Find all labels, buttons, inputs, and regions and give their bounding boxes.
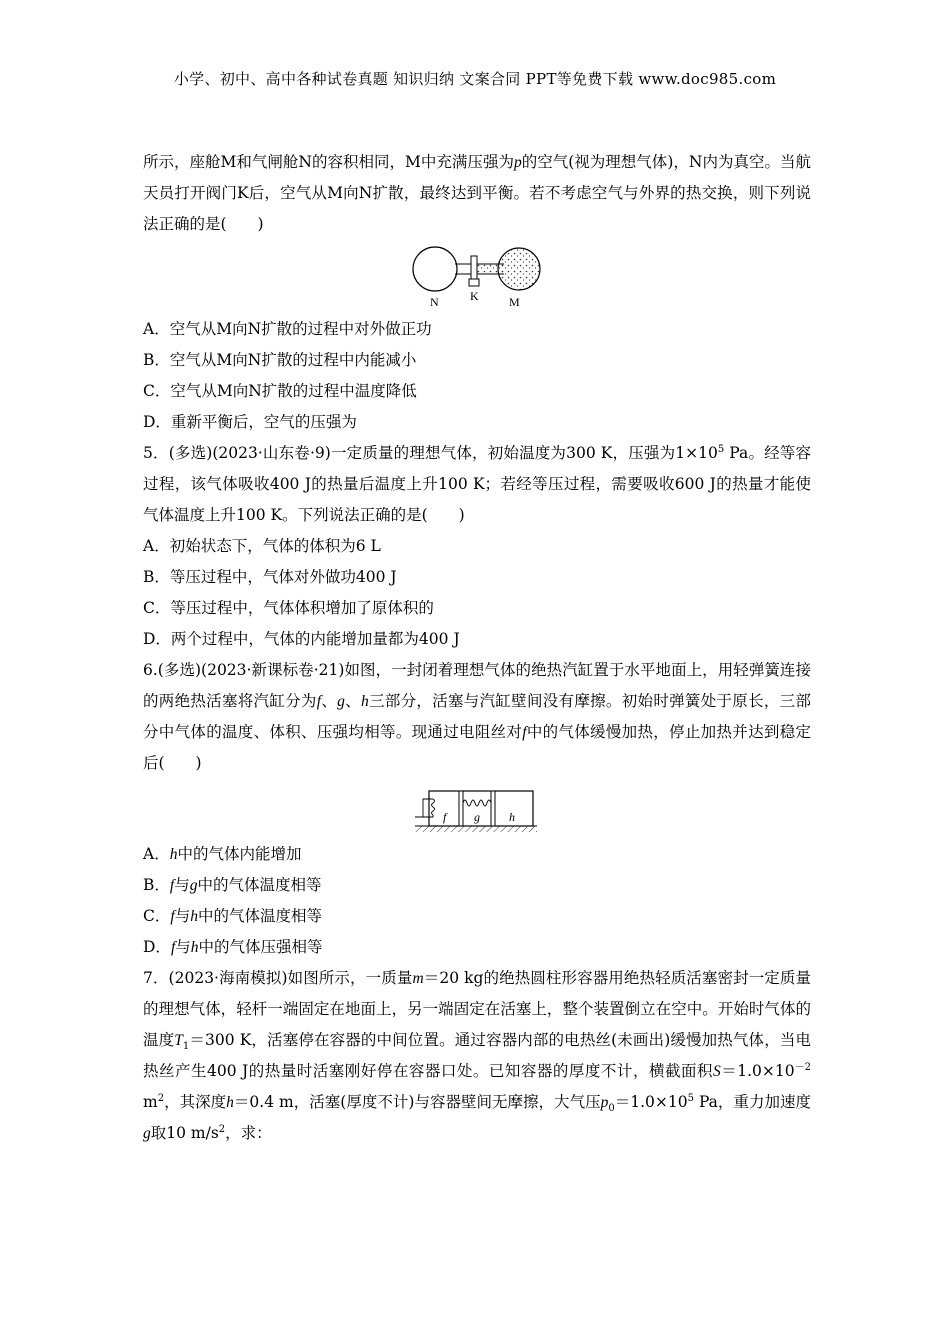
q4-option-a: A．空气从M向N扩散的过程中对外做正功 xyxy=(143,320,432,338)
piston-left xyxy=(459,791,463,826)
label-m: M xyxy=(509,295,520,309)
chamber-n-circle xyxy=(413,247,457,291)
q6-option-c: C．f与h中的气体温度相等 xyxy=(143,907,322,925)
cylinder-figure xyxy=(413,785,541,837)
cabin-figure xyxy=(411,246,543,310)
label-f: f xyxy=(443,810,447,824)
label-g: g xyxy=(474,810,480,824)
q6-stem: 6.(多选)(2023·新课标卷·21)如图，一封闭着理想气体的绝热汽缸置于水平地面上，用轻弹簧连接的两绝热活塞将汽缸分为f、g、h三部分，活塞与汽缸壁间没有摩擦。初始时弹簧处于原长，三部分中气体的温度、体积、压强均相等。现通过电阻丝对f中的气体缓慢加热，停止加热并达到稳定后( ) xyxy=(143,661,811,772)
ground-hatch xyxy=(415,826,537,832)
q5-option-b: B．等压过程中，气体对外做功400 J xyxy=(143,568,397,586)
q5-stem: 5．(多选)(2023·山东卷·9)一定质量的理想气体，初始温度为300 K，压强为$1\times 10^5$ Pa。经等容过程，该气体吸收400 J的热量后温度上升100 K；若经等压过程，需要吸收600 J的热量才能使气体温度上升100 K。下列说法正确的是( ) xyxy=(143,443,811,524)
q5-option-c: C．等压过程中，气体体积增加了原体积的 xyxy=(143,599,434,617)
q4-option-b: B．空气从M向N扩散的过程中内能减小 xyxy=(143,351,417,369)
q6-option-d: D．f与h中的气体压强相等 xyxy=(143,938,323,956)
q6-option-b: B．f与g中的气体温度相等 xyxy=(143,876,322,894)
q4-option-c: C．空气从M向N扩散的过程中温度降低 xyxy=(143,382,417,400)
label-k: K xyxy=(470,289,479,303)
chamber-m-circle xyxy=(498,248,540,290)
q5-option-a: A．初始状态下，气体的体积为6 L xyxy=(143,537,381,555)
q6-option-a: A．h中的气体内能增加 xyxy=(143,845,302,863)
label-h: h xyxy=(509,810,515,824)
q4-option-d: D．重新平衡后，空气的压强为 xyxy=(143,413,357,431)
valve-k xyxy=(471,256,477,282)
label-n: N xyxy=(430,295,439,309)
document-body xyxy=(143,147,811,1149)
piston-right xyxy=(491,791,495,826)
page-header: 小学、初中、高中各种试卷真题 知识归纳 文案合同 PPT等免费下载 www.doc985.com xyxy=(173,70,777,88)
q4-stem: 所示，座舱M和气闸舱N的容积相同，M中充满压强为p的空气(视为理想气体)，N内为真空。当航天员打开阀门K后，空气从M向N扩散，最终达到平衡。若不考虑空气与外界的热交换，则下列说法正确的是( ) xyxy=(143,153,811,233)
q5-option-d: D．两个过程中，气体的内能增加量都为400 J xyxy=(143,630,460,648)
q7-stem: 7．(2023·海南模拟)如图所示，一质量m＝20 kg的绝热圆柱形容器用绝热轻质活塞密封一定质量的理想气体，轻杆一端固定在地面上，另一端固定在活塞上，整个装置倒立在空中。开始时气体的温度$T_1=300$ K，活塞停在容器的中间位置。通过容器内部的电热丝(未画出)缓慢加热气体，当电热丝产生400 J的热量时活塞刚好停在容器口处。已知容器的厚度不计，横截面积$S=1.0\times 10^{-2}$ $m^2$，其深度h＝0.4 m，活塞(厚度不计)与容器壁间无摩擦，大气压$p_0=1.0\times 10^5$ Pa，重力加速度g取10 $m/s^2$，求： xyxy=(143,969,811,1142)
valve-k-base xyxy=(469,279,479,286)
